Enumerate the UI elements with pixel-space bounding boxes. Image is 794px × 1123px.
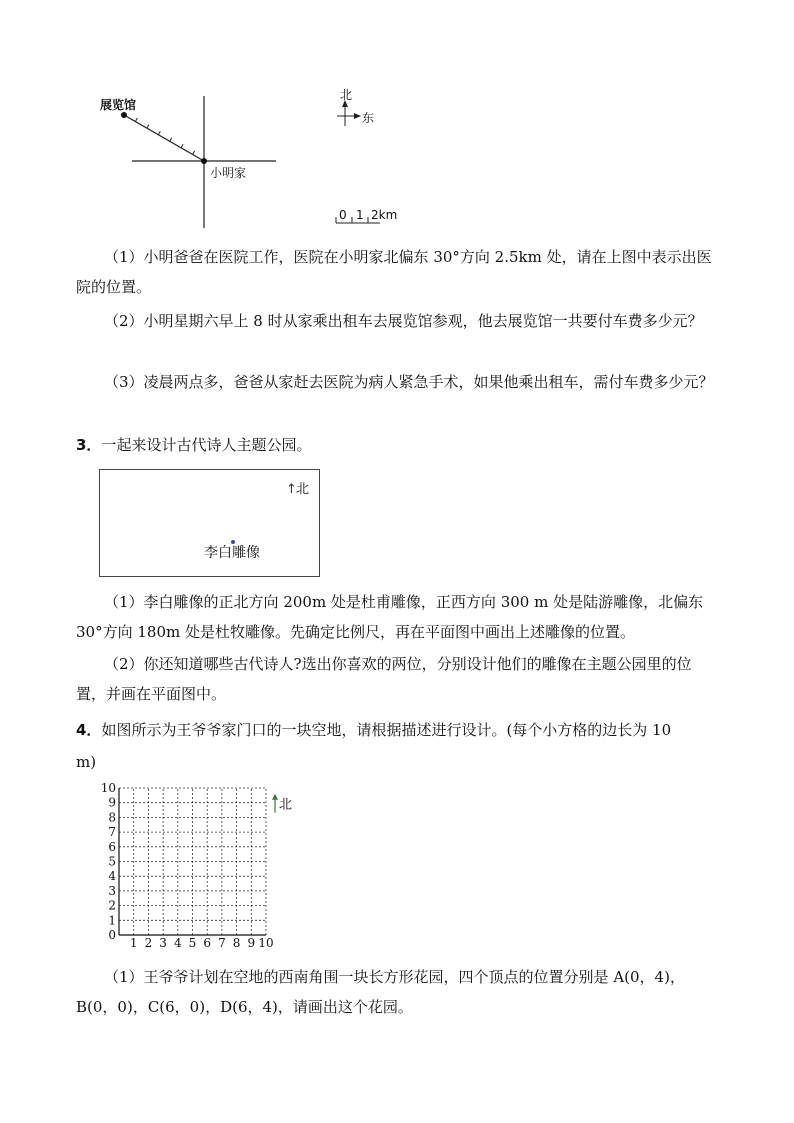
north-arrow-head <box>272 794 278 800</box>
home-label: 小明家 <box>210 166 247 180</box>
q3-part2: （2）你还知道哪些古代诗人?选出你喜欢的两位，分别设计他们的雕像在主题公园里的位置，并画在平面图中。 <box>76 655 692 703</box>
y-tick-label: 1 <box>108 913 116 928</box>
x-tick-label: 3 <box>159 936 167 950</box>
y-tick-label: 8 <box>108 810 116 825</box>
y-tick-label: 5 <box>108 854 116 869</box>
x-tick-label: 10 <box>258 936 274 950</box>
park-plan <box>99 469 320 577</box>
x-tick-label: 7 <box>218 936 226 950</box>
exhibition-label: 展览馆 <box>100 98 137 112</box>
x-tick-label: 1 <box>129 936 138 950</box>
q4-title-line2: m) <box>76 753 97 771</box>
q4-title <box>76 714 726 778</box>
q4-part1: （1）王爷爷计划在空地的西南角围一块长方形花园，四个顶点的位置分别是 A(0，4)，B(0，0)，C(6，0)，D(6，4)，请画出这个花园。 <box>76 968 685 1016</box>
q2-part1: （1）小明爸爸在医院工作，医院在小明家北偏东 30°方向 2.5km 处，请在上图中表示出医院的位置。 <box>76 248 712 296</box>
grid-north-label: 北 <box>279 797 293 813</box>
x-tick-label: 5 <box>188 936 197 950</box>
x-tick-label: 9 <box>247 936 256 950</box>
q3-part1: （1）李白雕像的正北方向 200m 处是杜甫雕像，正西方向 300 m 处是陆游雕像，北偏东 30°方向 180m 处是杜牧雕像。先确定比例尺，再在平面图中画出上述雕像的位置。 <box>76 593 704 641</box>
park-north-label: 北 <box>296 482 310 497</box>
y-tick-label: 10 <box>100 781 116 795</box>
q4-title-line1: 如图所示为王爷爷家门口的一块空地，请根据描述进行设计。(每个小方格的边长为 10 <box>101 721 672 739</box>
scale-label-2: 2km <box>371 208 398 222</box>
x-tick-label: 6 <box>203 936 212 950</box>
y-tick-label: 6 <box>108 839 116 854</box>
compass-east-label: 东 <box>362 111 375 125</box>
q2-part2: （2）小明星期六早上 8 时从家乘出租车去展览馆参观，他去展览馆一共要付车费多少元？ <box>104 312 703 330</box>
scale-label-0: 0 <box>339 208 347 222</box>
exhibition-path <box>124 115 204 161</box>
y-tick-label: 4 <box>108 869 116 884</box>
y-tick-label: 7 <box>108 825 116 840</box>
q3-title <box>76 433 311 457</box>
park-north-indicator <box>286 478 309 497</box>
x-tick-label: 8 <box>232 936 241 950</box>
q2-part3: （3）凌晨两点多，爸爸从家赶去医院为病人紧急手术，如果他乘出租车，需付车费多少元？ <box>104 373 714 391</box>
coordinate-grid <box>100 780 300 950</box>
y-tick-label: 9 <box>108 795 116 810</box>
scale-label-1: 1 <box>356 208 364 222</box>
q3-title-text: 一起来设计古代诗人主题公园。 <box>101 436 312 454</box>
north-arrow-icon: ↑ <box>286 482 297 497</box>
x-tick-label: 2 <box>144 936 153 950</box>
q4-number: 4． <box>76 721 102 739</box>
y-tick-label: 3 <box>108 883 116 898</box>
compass-north-label: 北 <box>340 88 353 102</box>
li-bai-statue-label: 李白雕像 <box>204 545 260 561</box>
q3-number: 3． <box>76 436 102 454</box>
home-point <box>201 158 207 164</box>
y-tick-label: 2 <box>108 898 116 913</box>
x-tick-label: 4 <box>173 936 182 950</box>
y-tick-label: 0 <box>108 928 116 942</box>
